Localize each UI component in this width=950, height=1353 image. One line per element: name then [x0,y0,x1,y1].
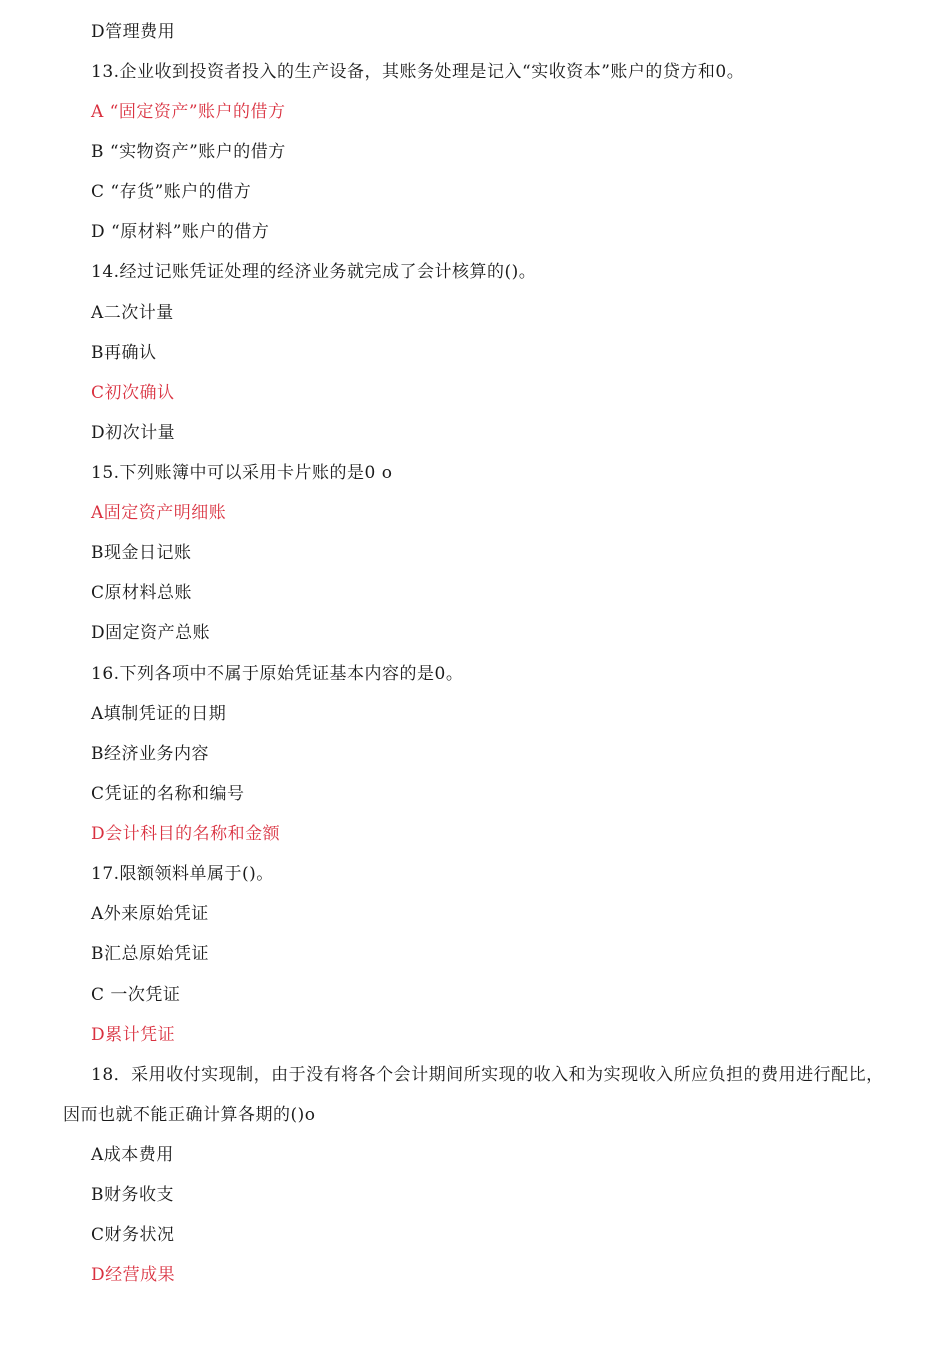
question-18: 18．采用收付实现制，由于没有将各个会计期间所实现的收入和为实现收入所应负担的费用进行配比， [91,1065,884,1085]
option-line: A二次计量 [91,303,174,323]
option-line: D经营成果 [91,1265,176,1285]
option-line: C “存货”账户的借方 [91,182,252,202]
question-16: 16.下列各项中不属于原始凭证基本内容的是0。 [91,664,464,684]
option-line: A外来原始凭证 [91,904,209,924]
option-line: A成本费用 [91,1145,174,1165]
question-15: 15.下列账簿中可以采用卡片账的是0 o [91,463,393,483]
option-line: C 一次凭证 [91,985,181,1005]
option-line: D固定资产总账 [91,623,211,643]
option-line: A固定资产明细账 [91,503,227,523]
question-18-continuation: 因而也就不能正确计算各期的()o [63,1105,316,1125]
option-line: C财务状况 [91,1225,175,1245]
option-line: D初次计量 [91,423,176,443]
option-line: D会计科目的名称和金额 [91,824,281,844]
option-line: B现金日记账 [91,543,192,563]
option-line: C初次确认 [91,383,175,403]
option-line: B再确认 [91,343,157,363]
option-line: A “固定资产”账户的借方 [91,102,286,122]
option-line: B财务收支 [91,1185,174,1205]
option-line: C原材料总账 [91,583,193,603]
option-line: A填制凭证的日期 [91,704,227,724]
option-line: D管理费用 [91,22,176,42]
option-line: C凭证的名称和编号 [91,784,245,804]
option-line: D累计凭证 [91,1025,176,1045]
question-14: 14.经过记账凭证处理的经济业务就完成了会计核算的()。 [91,262,537,282]
option-line: B “实物资产”账户的借方 [91,142,286,162]
option-line: B经济业务内容 [91,744,209,764]
option-line: B汇总原始凭证 [91,944,209,964]
question-17: 17.限额领料单属于()。 [91,864,274,884]
option-line: D “原材料”账户的借方 [91,222,270,242]
question-13: 13.企业收到投资者投入的生产设备，其账务处理是记入“实收资本”账户的贷方和0。 [91,62,745,82]
